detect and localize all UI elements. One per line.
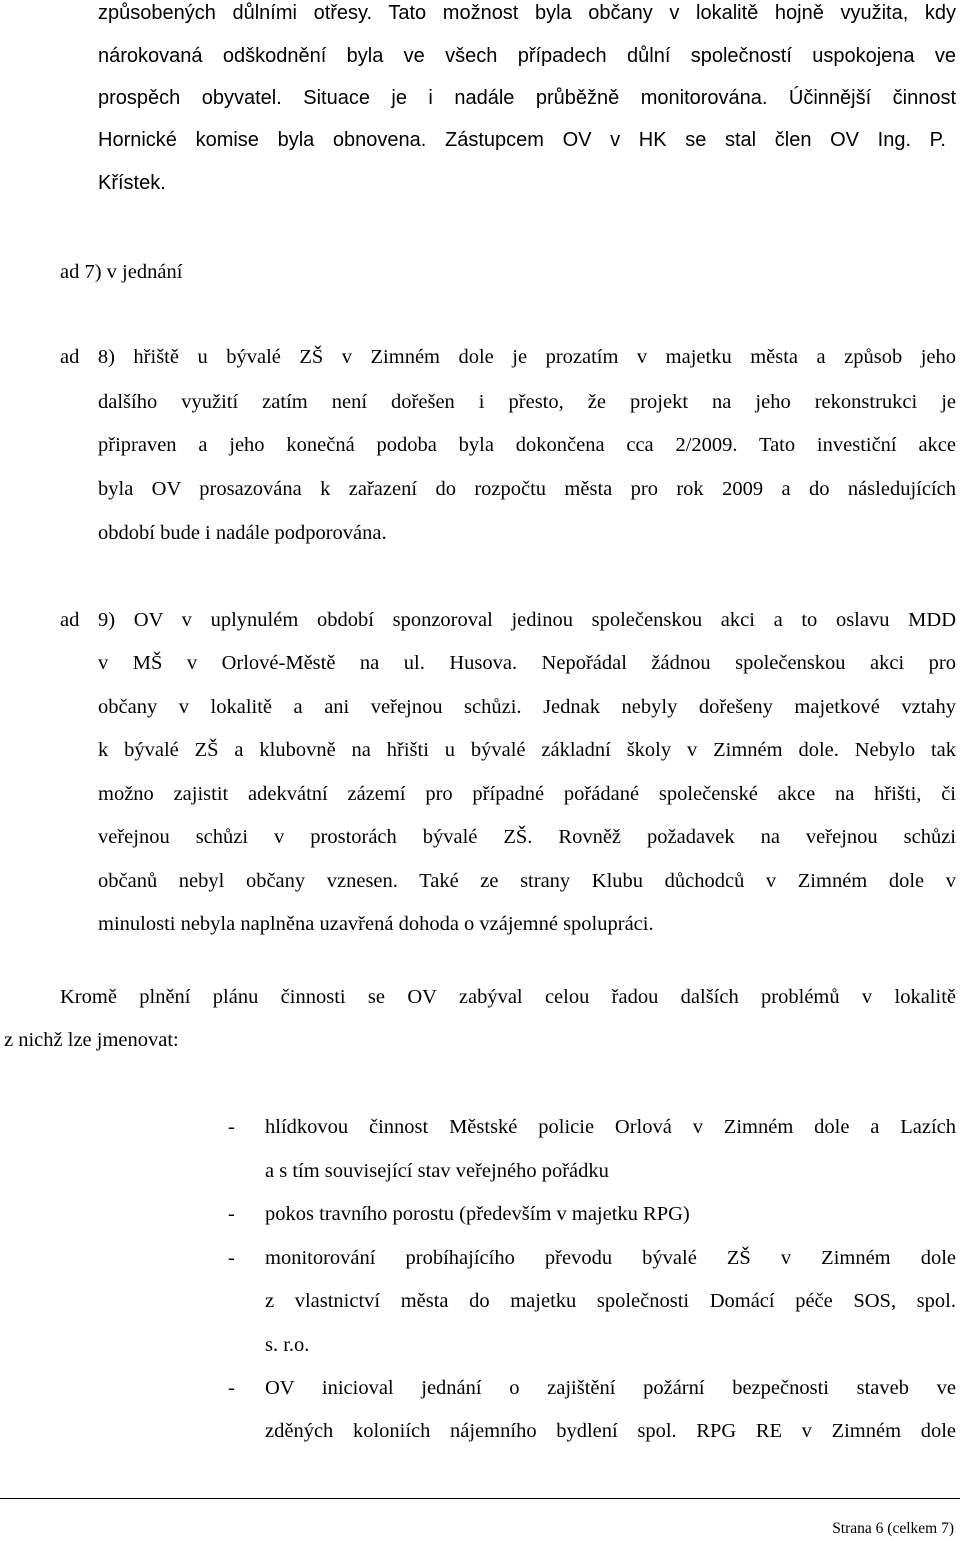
text-line: období bude i nadále podporována.	[98, 522, 387, 544]
text-line: v MŠ v Orlové-Městě na ul. Husova. Nepořádal žádnou společenskou akci pro	[98, 652, 956, 674]
footer-divider	[0, 1498, 960, 1499]
text-line: z nichž lze jmenovat:	[4, 1029, 179, 1051]
list-dash: -	[228, 1203, 235, 1225]
text-line: a s tím související stav veřejného pořádku	[265, 1160, 609, 1182]
text-line: hlídkovou činnost Městské policie Orlová v Zimném dole a Lazích	[265, 1116, 956, 1138]
text-line: Hornické komise byla obnovena. Zástupcem OV v HK se stal člen OV Ing. P.	[98, 129, 946, 151]
page-number-footer: Strana 6 (celkem 7)	[832, 1520, 954, 1537]
text-line: pokos travního porostu (především v majetku RPG)	[265, 1203, 690, 1225]
text-line: z vlastnictví města do majetku společnosti Domácí péče SOS, spol.	[265, 1290, 956, 1312]
text-line: možno zajistit adekvátní zázemí pro případné pořádané společenské akce na hřišti, či	[98, 783, 956, 805]
text-line: byla OV prosazována k zařazení do rozpočtu města pro rok 2009 a do následujících	[98, 478, 956, 500]
text-line: ad 8) hřiště u bývalé ZŠ v Zimném dole je prozatím v majetku města a způsob jeho	[60, 346, 956, 368]
text-line: veřejnou schůzi v prostorách bývalé ZŠ. Rovněž požadavek na veřejnou schůzi	[98, 826, 956, 848]
text-line: občany v lokalitě a ani veřejnou schůzi. Jednak nebyly dořešeny majetkové vztahy	[98, 696, 956, 718]
list-dash: -	[228, 1377, 235, 1399]
text-line: monitorování probíhajícího převodu bývalé ZŠ v Zimném dole	[265, 1247, 956, 1269]
text-line: zděných koloniích nájemního bydlení spol. RPG RE v Zimném dole	[265, 1420, 956, 1442]
text-line: občanů nebyl občany vznesen. Také ze strany Klubu důchodců v Zimném dole v	[98, 870, 956, 892]
list-dash: -	[228, 1247, 235, 1269]
text-line: Kromě plnění plánu činnosti se OV zabýval celou řadou dalších problémů v lokalitě	[60, 986, 956, 1008]
text-line: připraven a jeho konečná podoba byla dokončena cca 2/2009. Tato investiční akce	[98, 434, 956, 456]
text-line: prospěch obyvatel. Situace je i nadále průběžně monitorována. Účinnější činnost	[98, 87, 956, 109]
text-line: OV inicioval jednání o zajištění požární bezpečnosti staveb ve	[265, 1377, 956, 1399]
text-line: k bývalé ZŠ a klubovně na hřišti u bývalé základní školy v Zimném dole. Nebylo tak	[98, 739, 956, 761]
text-line: s. r.o.	[265, 1334, 310, 1356]
item-ad7: ad 7) v jednání	[60, 261, 183, 283]
text-line: ad 9) OV v uplynulém období sponzoroval jedinou společenskou akci a to oslavu MDD	[60, 609, 956, 631]
text-line: způsobených důlními otřesy. Tato možnost byla občany v lokalitě hojně využita, kdy	[98, 2, 956, 24]
text-line: dalšího využití zatím není dořešen i přesto, že projekt na jeho rekonstrukci je	[98, 391, 956, 413]
list-dash: -	[228, 1116, 235, 1138]
text-line: minulosti nebyla naplněna uzavřená dohoda o vzájemné spolupráci.	[98, 913, 654, 935]
text-line: nárokovaná odškodnění byla ve všech případech důlní společností uspokojena ve	[98, 45, 956, 67]
text-line: Křístek.	[98, 172, 166, 194]
